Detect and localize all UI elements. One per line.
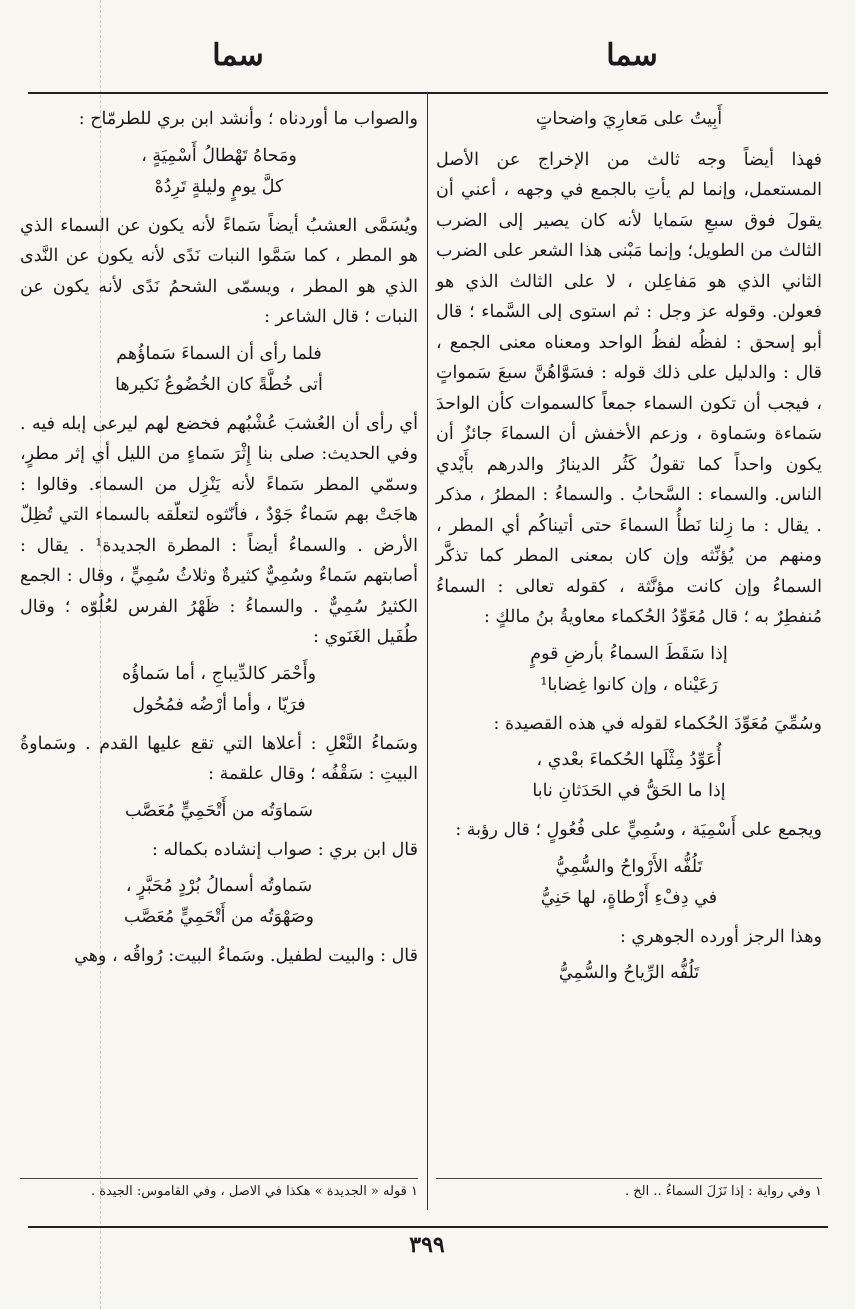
left-paragraph-3: أي رأى أن العُشبَ عُشْبُهم فخضع لهم ليرعى إبله فيه . وفي الحديث: صلى بنا إِثْرَ سَماءٍ من الليل أي إثر مطرٍ، وسمّي المطر سَماءً لأنه يَنْزِل من السماء. وقالوا : هاجَتْ بهم سَماءٌ جَوْدٌ ، فأنّثوه لتعلّقه بالسماء التي تُظِلّ الأرض . والسماءُ أيضاً : المطرة الجديدة¹ . يقال : أصابتهم سَماءٌ وسُمِيٌّ كثيرةٌ وثلاثُ سُمِيٍّ ، وقال : الجمع الكثيرُ سُمِيٌّ . والسماءُ : ظَهْرُ الفرس لعُلُوّه ؛ وقال طُفَيل الغَنَوي : (20, 413, 418, 647)
left-column (20, 104, 418, 974)
verse-line: في دِفْءِ أَرْطاةٍ، لها حَنِيُّ (540, 887, 718, 908)
verse-line: كلَّ يومٍ وليلةٍ تَرِدُهْ (154, 176, 284, 197)
bottom-rule (28, 1226, 828, 1228)
right-footnote-rule (436, 1178, 822, 1179)
left-verse-1 (20, 141, 418, 203)
left-paragraph-1: والصواب ما أوردناه ؛ وأنشد ابن بري للطرمّاح : (78, 109, 418, 129)
left-paragraph-2: ويُسَمَّى العشبُ أيضاً سَماءً لأنه يكون عن السماء الذي هو المطر ، كما سَمَّوا النبات نَدًى لأنه يكون عن النَّدى الذي هو المطر ، ويسمّى الشحمُ نَدًى لأنه يكون عن النبات ؛ قال الشاعر : (20, 215, 418, 327)
right-verse-2 (436, 745, 822, 807)
left-verse-5 (20, 871, 418, 933)
verse-line: أتى خُطَّةً كان الخُضُوعُ نَكيرها (115, 374, 323, 395)
verse-line: سَماوَتُه من أَتْحَمِيٍّ مُعَصَّب (124, 800, 314, 821)
header-right-word: سما (606, 38, 658, 73)
left-verse-2 (20, 339, 418, 401)
verse-line: وصَهْوَتُه من أَتْحَمِيٍّ مُعَصَّب (124, 907, 314, 927)
right-paragraph-1: فهذا أيضاً وجه ثالث من الإخراج عن الأصل المستعمل، وإنما لم يأتِ بالجمع في وجهه ، أعني أن يقولَ فوق سبعِ سَمايا لأنه كان يصير إلى الضرب الثالث من الطويل؛ وإنما مَبْنى هذا الشعر على الضرب الثاني الذي هو مَفاعِلن ، لا على الثالث الذي هو فعولن. وقوله عز وجل : ثم استوى إلى السَّماء ؛ قال أبو إسحق : لفظُه لفظُ الواحد ومعناه معنى الجمع ، قال : والدليل على ذلك قوله : فسَوَّاهُنَّ سبعَ سَمواتٍ ، فيجب أن تكون السماء جمعاً كالسموات كأن الواحدَ سَماءة وسَماوة ، وزعم الأخفش أن السماءَ جائزٌ أن يكون واحداً كما تقولُ كَثُر الدينارُ والدرهم بأَيْدي الناس. والسماء : السَّحابُ . والسماءُ : المطرُ ، مذكر . يقال : ما زِلنا نَطأُ السماءَ حتى أتيناكُم أي المطر ، ومنهم من يُؤنِّثه وإن كان بمعنى المطر كما تذكَّر السماءُ وإن كانت مؤنَّثة ، كقوله تعالى : السماءُ مُنفطِرٌ به ؛ قال مُعَوِّدُ الحُكماء معاويةُ بنُ مالكٍ : (436, 149, 822, 627)
verse-line: تَلُفُّه الرِّياحُ والسُّمِيُّ (558, 963, 700, 983)
verse-line: سَماوتُه أسمالُ بُرْدٍ مُحَبَّرٍ ، (125, 876, 313, 896)
verse-line: أُعَوِّدُ مِثْلَها الحُكماءَ بعْدي ، (536, 750, 722, 770)
verse-line: إذا ما الحَقُّ في الحَدَثانِ نابا (532, 781, 726, 801)
right-verse-3 (436, 852, 822, 914)
verse-line: فرَيّا ، وأما أرْضُه فمُحُول (132, 694, 306, 715)
right-footnote: ١ وفي رواية : إذا نَزَلَ السماءُ .. الخ . (624, 1184, 822, 1199)
right-paragraph-2: وسُمِّيَ مُعَوِّدَ الحُكماء لقوله في هذه القصيدة : (493, 713, 822, 734)
header-left-word: سما (212, 38, 264, 73)
left-verse-4 (20, 796, 418, 827)
top-rule (28, 92, 828, 94)
left-paragraph-4: وسَماءُ النَّعْلِ : أعلاها التي تقع عليها القدم . وسَماوةُ البيتِ : سَقْفُه ؛ وقال علقمة : (20, 733, 418, 784)
right-column-opening-verse: أَبِيتُ على مَعارِيَ واضحاتٍ (535, 109, 723, 129)
verse-line: تَلُفُّه الأَرْواحُ والسُّمِيُّ (555, 856, 703, 877)
verse-line: رَعَيْناه ، وإن كانوا غِضابا¹ (540, 674, 718, 695)
column-divider (427, 92, 428, 1210)
verse-line: إذا سَقَطَ السماءُ بأرضِ قومٍ (530, 643, 728, 664)
right-verse-4 (436, 958, 822, 989)
verse-line: فلما رأى أن السماءَ سَماؤُهم (116, 343, 322, 364)
right-column (436, 104, 822, 997)
left-paragraph-5: قال ابن بري : صواب إنشاده بكماله : (152, 839, 418, 860)
page-number: ٣٩٩ (409, 1232, 445, 1258)
left-paragraph-6: قال : والبيت لطفيل. وسَماءُ البيت: رُواقُه ، وهي (74, 946, 418, 966)
left-footnote: ١ قوله « الجديدة » هكذا في الاصل ، وفي القاموس: الجيدة . (90, 1184, 418, 1199)
right-paragraph-4: وهذا الرجز أورده الجوهري : (619, 926, 822, 947)
verse-line: ومَحاهُ تَهْطالُ أَسْمِيَةٍ ، (141, 145, 297, 166)
right-verse-1 (436, 639, 822, 701)
left-footnote-rule (20, 1178, 418, 1179)
right-paragraph-3: ويجمع على أَسْمِيَة ، وسُمِيٍّ على فُعُولٍ ؛ قال رؤبة : (455, 820, 822, 840)
verse-line: وأَحْمَر كالدِّيباجِ ، أما سَماؤُه (121, 663, 317, 684)
left-verse-3 (20, 659, 418, 721)
